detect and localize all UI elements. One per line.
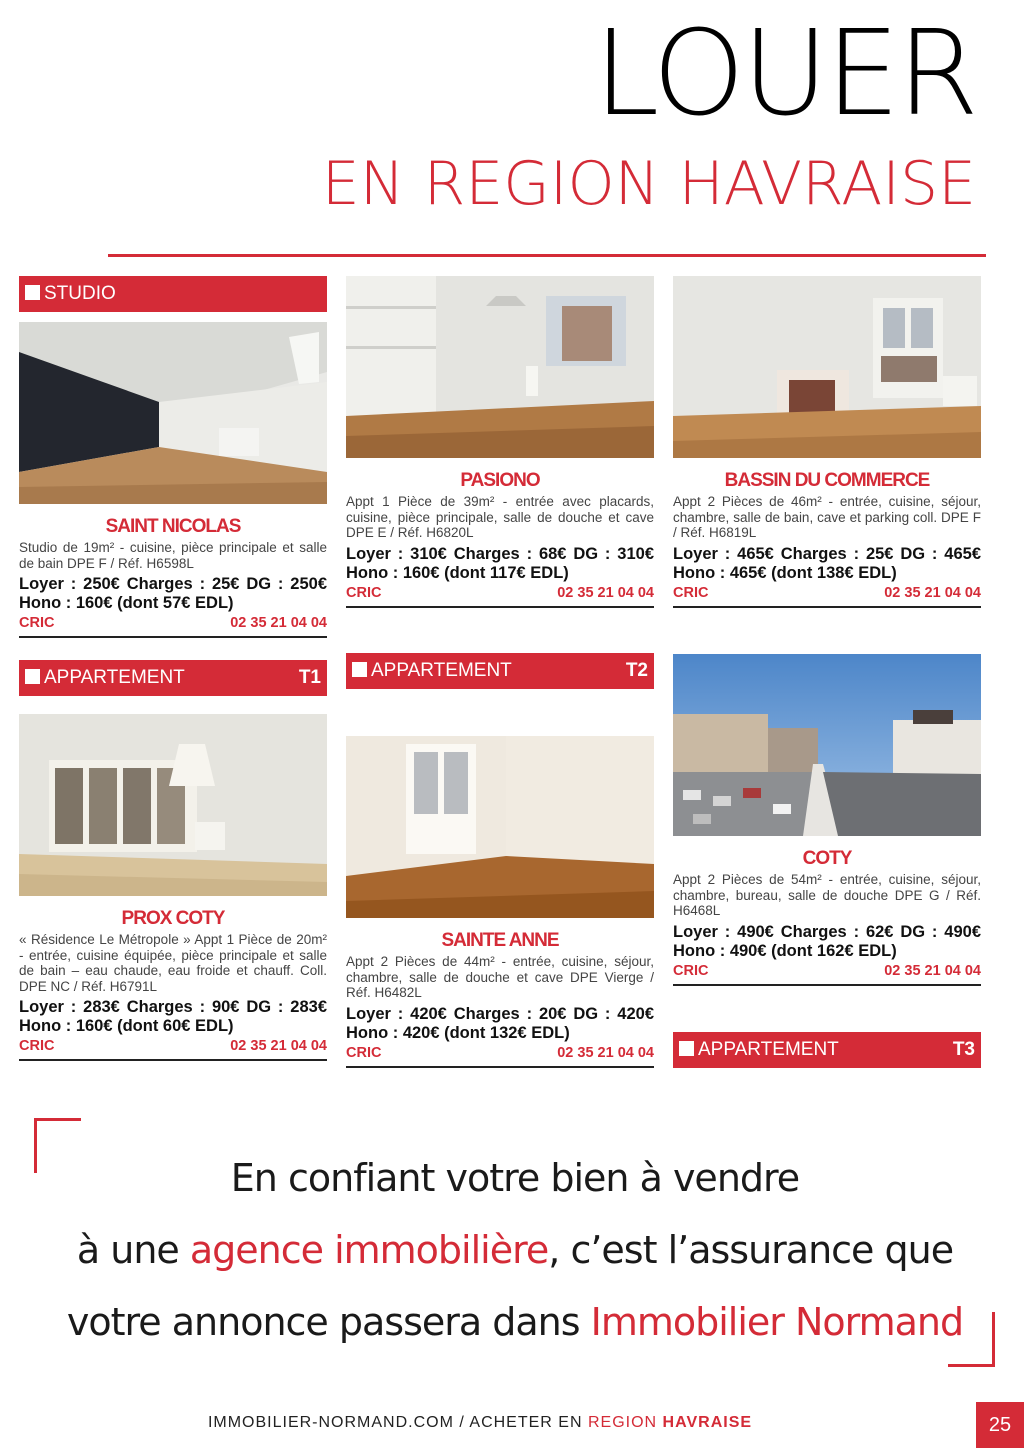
listing-description: Appt 2 Pièces de 44m² - entrée, cuisine, séjour, chambre, salle de douche et cave DPE Vierge / Réf. H6482L — [346, 954, 654, 1000]
listing-description: Appt 2 Pièces de 54m² - entrée, cuisine, séjour, chambre, bureau, salle de douche DPE G / Réf. H6468L — [673, 872, 981, 918]
footer-text — [0, 1414, 960, 1432]
listing-price: Loyer : 310€ Charges : 68€ DG : 310€ Hono : 160€ (dont 117€ EDL) — [346, 544, 654, 582]
listing-name: PASIONO — [460, 470, 540, 491]
listing-name: BASSIN DU COMMERCE — [724, 470, 930, 491]
listing-photo-prox-coty — [19, 714, 327, 896]
listing-price: Loyer : 250€ Charges : 25€ DG : 250€ Hono : 160€ (dont 57€ EDL) — [19, 575, 327, 612]
listing-price: Loyer : 490€ Charges : 62€ DG : 490€ Hono : 490€ (dont 162€ EDL) — [673, 922, 981, 960]
promo-text-part: à une — [76, 1228, 190, 1272]
square-bullet-icon — [25, 669, 40, 684]
promo-line-1: En confiant votre bien à vendre — [230, 1156, 800, 1200]
agency-name: CRIC — [673, 962, 709, 979]
page-number: 25 — [976, 1402, 1024, 1448]
category-label: APPARTEMENT — [44, 667, 185, 688]
promo-highlight: Immobilier Normand — [590, 1300, 964, 1344]
footer-region: REGION — [587, 1414, 658, 1431]
header-divider — [108, 254, 986, 257]
square-bullet-icon — [352, 662, 367, 677]
listing-name: COTY — [802, 848, 852, 869]
listing-pasiono — [346, 470, 654, 608]
category-bar-t1 — [19, 660, 327, 696]
footer-site: IMMOBILIER-NORMAND.COM — [207, 1414, 454, 1431]
listing-prox-coty — [19, 908, 327, 1061]
phone-number: 02 35 21 04 04 — [557, 584, 654, 601]
listing-description: Appt 1 Pièce de 39m² - entrée avec placards, cuisine, pièce principale, salle de douche et cave DPE E / Réf. H6820L — [346, 494, 654, 540]
square-bullet-icon — [25, 285, 40, 300]
listing-description: Appt 2 Pièces de 46m² - entrée, cuisine, séjour, chambre, salle de bain, cave et parking coll. DPE F / Réf. H6819L — [673, 494, 981, 540]
footer-section: ACHETER EN — [469, 1414, 588, 1431]
category-type: T1 — [298, 667, 321, 688]
category-type: T2 — [625, 660, 648, 681]
agency-name: CRIC — [19, 1038, 55, 1054]
listing-photo-pasiono — [346, 276, 654, 458]
agency-name: CRIC — [673, 584, 709, 601]
page-subtitle: EN REGION HAVRAISE — [321, 149, 976, 219]
phone-number: 02 35 21 04 04 — [230, 1038, 327, 1054]
listing-coty — [673, 848, 981, 986]
listing-contact — [346, 1044, 654, 1068]
listing-price: Loyer : 283€ Charges : 90€ DG : 283€ Hono : 160€ (dont 60€ EDL) — [19, 998, 327, 1035]
category-label: APPARTEMENT — [698, 1039, 839, 1060]
phone-number: 02 35 21 04 04 — [230, 615, 327, 631]
listing-name: SAINT NICOLAS — [105, 516, 241, 537]
category-bar-t2 — [346, 653, 654, 689]
category-label: STUDIO — [44, 283, 116, 304]
promo-highlight: agence immobilière — [189, 1228, 549, 1272]
listing-saint-nicolas — [19, 516, 327, 638]
phone-number: 02 35 21 04 04 — [557, 1044, 654, 1061]
footer-region-bold: HAVRAISE — [662, 1414, 753, 1431]
promo-line-2 — [60, 1214, 970, 1286]
listing-contact — [19, 1037, 327, 1061]
phone-number: 02 35 21 04 04 — [884, 584, 981, 601]
page-title: LOUER — [593, 4, 976, 142]
listing-photo-bassin-du-commerce — [673, 276, 981, 458]
listing-contact — [19, 614, 327, 638]
footer-separator: / — [453, 1414, 470, 1431]
listing-photo-sainte-anne — [346, 736, 654, 918]
promo-text-part: votre annonce passera dans — [66, 1300, 591, 1344]
agency-name: CRIC — [346, 584, 382, 601]
listing-price: Loyer : 420€ Charges : 20€ DG : 420€ Hono : 420€ (dont 132€ EDL) — [346, 1004, 654, 1042]
listing-description: « Résidence Le Métropole » Appt 1 Pièce de 20m² - entrée, cuisine équipée, pièce principale et salle de bain – eau chaude, eau froide et chauff. Coll. DPE NC / Réf. H6791L — [19, 932, 327, 994]
listing-contact — [673, 584, 981, 608]
listing-name: PROX COTY — [121, 908, 225, 929]
agency-name: CRIC — [19, 615, 55, 631]
listing-sainte-anne — [346, 930, 654, 1068]
category-label: APPARTEMENT — [371, 660, 512, 681]
listing-name: SAINTE ANNE — [441, 930, 559, 951]
promo-line-3 — [60, 1286, 970, 1358]
listing-photo-saint-nicolas — [19, 322, 327, 504]
listing-bassin-du-commerce — [673, 470, 981, 608]
listing-contact — [673, 962, 981, 986]
listing-contact — [346, 584, 654, 608]
agency-name: CRIC — [346, 1044, 382, 1061]
category-type: T3 — [952, 1039, 975, 1060]
listing-photo-coty — [673, 654, 981, 836]
listing-price: Loyer : 465€ Charges : 25€ DG : 465€ Hono : 465€ (dont 138€ EDL) — [673, 544, 981, 582]
phone-number: 02 35 21 04 04 — [884, 962, 981, 979]
category-bar-t3 — [673, 1032, 981, 1068]
category-bar-studio — [19, 276, 327, 312]
promo-text — [60, 1142, 970, 1358]
listing-description: Studio de 19m² - cuisine, pièce principale et salle de bain DPE F / Réf. H6598L — [19, 540, 327, 571]
promo-text-part: , c’est l’assurance que — [548, 1228, 954, 1272]
square-bullet-icon — [679, 1041, 694, 1056]
